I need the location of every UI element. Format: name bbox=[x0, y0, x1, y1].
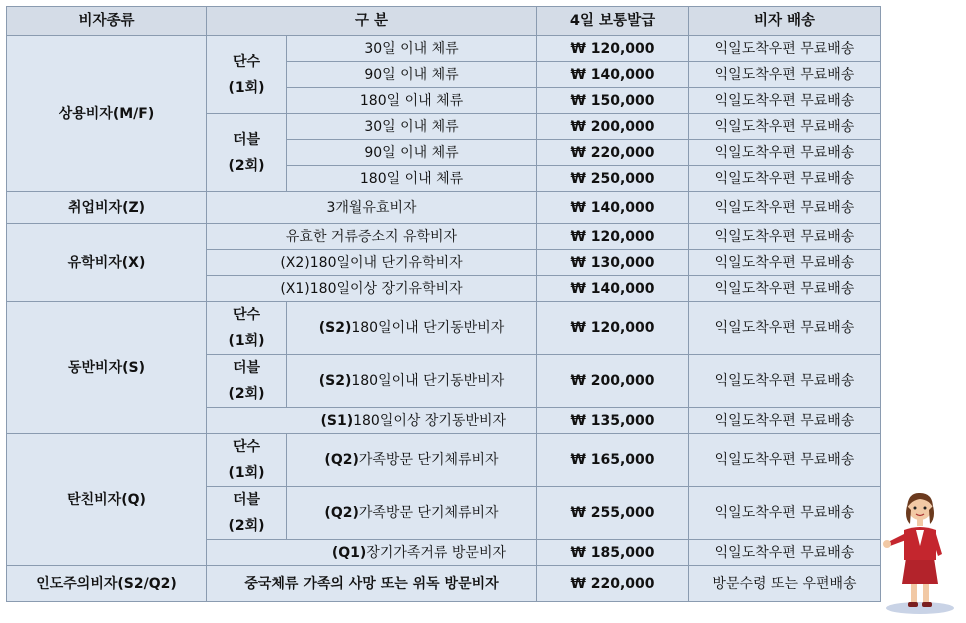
row-shipping: 익일도착우편 무료배송 bbox=[689, 408, 881, 434]
count-double: 더블 (2회) bbox=[207, 355, 287, 408]
row-shipping: 익일도착우편 무료배송 bbox=[689, 62, 881, 88]
row-price: ₩ 220,000 bbox=[537, 140, 689, 166]
row-price: ₩ 140,000 bbox=[537, 276, 689, 302]
count-single: 단수 (1회) bbox=[207, 36, 287, 114]
row-price: ₩ 150,000 bbox=[537, 88, 689, 114]
count-single: 단수 (1회) bbox=[207, 302, 287, 355]
row-price: ₩ 165,000 bbox=[537, 434, 689, 487]
row-desc: 30일 이내 체류 bbox=[287, 114, 537, 140]
row-shipping: 익일도착우편 무료배송 bbox=[689, 114, 881, 140]
table-row bbox=[7, 566, 881, 602]
row-price: ₩ 120,000 bbox=[537, 224, 689, 250]
row-price: ₩ 135,000 bbox=[537, 408, 689, 434]
receptionist-figure-icon bbox=[880, 488, 960, 616]
row-price: ₩ 250,000 bbox=[537, 166, 689, 192]
table-row bbox=[7, 192, 881, 224]
row-desc: (S2)180일이내 단기동반비자 bbox=[287, 355, 537, 408]
row-shipping: 익일도착우편 무료배송 bbox=[689, 540, 881, 566]
row-shipping: 익일도착우편 무료배송 bbox=[689, 192, 881, 224]
row-shipping: 익일도착우편 무료배송 bbox=[689, 140, 881, 166]
header-price: 4일 보통발급 bbox=[537, 7, 689, 36]
row-shipping: 익일도착우편 무료배송 bbox=[689, 166, 881, 192]
row-shipping: 익일도착우편 무료배송 bbox=[689, 250, 881, 276]
row-shipping: 익일도착우편 무료배송 bbox=[689, 302, 881, 355]
row-price: ₩ 120,000 bbox=[537, 302, 689, 355]
row-price: ₩ 200,000 bbox=[537, 355, 689, 408]
visa-type-humanitarian: 인도주의비자(S2/Q2) bbox=[7, 566, 207, 602]
count-single: 단수 (1회) bbox=[207, 434, 287, 487]
row-shipping: 익일도착우편 무료배송 bbox=[689, 276, 881, 302]
table-row bbox=[7, 302, 881, 355]
row-shipping: 익일도착우편 무료배송 bbox=[689, 434, 881, 487]
count-double: 더블 (2회) bbox=[207, 114, 287, 192]
header-shipping: 비자 배송 bbox=[689, 7, 881, 36]
row-desc: (Q1)장기가족거류 방문비자 bbox=[207, 540, 537, 566]
row-price: ₩ 200,000 bbox=[537, 114, 689, 140]
visa-price-table bbox=[6, 6, 881, 602]
row-price: ₩ 140,000 bbox=[537, 62, 689, 88]
row-shipping: 익일도착우편 무료배송 bbox=[689, 487, 881, 540]
header-category: 구 분 bbox=[207, 7, 537, 36]
row-shipping: 익일도착우편 무료배송 bbox=[689, 224, 881, 250]
visa-type-family: 동반비자(S) bbox=[7, 302, 207, 434]
header-visa-type: 비자종류 bbox=[7, 7, 207, 36]
visa-type-study: 유학비자(X) bbox=[7, 224, 207, 302]
row-desc: 3개월유효비자 bbox=[207, 192, 537, 224]
row-desc: 90일 이내 체류 bbox=[287, 140, 537, 166]
row-desc: 180일 이내 체류 bbox=[287, 166, 537, 192]
table-header-row bbox=[7, 7, 881, 36]
row-price: ₩ 255,000 bbox=[537, 487, 689, 540]
row-desc: 90일 이내 체류 bbox=[287, 62, 537, 88]
row-desc: (Q2)가족방문 단기체류비자 bbox=[287, 487, 537, 540]
row-desc: (S1)180일이상 장기동반비자 bbox=[207, 408, 537, 434]
count-double: 더블 (2회) bbox=[207, 487, 287, 540]
row-desc: (Q2)가족방문 단기체류비자 bbox=[287, 434, 537, 487]
row-desc: (S2)180일이내 단기동반비자 bbox=[287, 302, 537, 355]
visa-type-work: 취업비자(Z) bbox=[7, 192, 207, 224]
row-price: ₩ 130,000 bbox=[537, 250, 689, 276]
row-desc: 중국체류 가족의 사망 또는 위독 방문비자 bbox=[207, 566, 537, 602]
table-row bbox=[7, 434, 881, 487]
visa-type-business: 상용비자(M/F) bbox=[7, 36, 207, 192]
row-desc: 30일 이내 체류 bbox=[287, 36, 537, 62]
row-shipping: 익일도착우편 무료배송 bbox=[689, 36, 881, 62]
row-price: ₩ 220,000 bbox=[537, 566, 689, 602]
visa-type-visit: 탄친비자(Q) bbox=[7, 434, 207, 566]
row-price: ₩ 185,000 bbox=[537, 540, 689, 566]
row-desc: 180일 이내 체류 bbox=[287, 88, 537, 114]
table-row bbox=[7, 36, 881, 62]
row-desc: (X2)180일이내 단기유학비자 bbox=[207, 250, 537, 276]
row-price: ₩ 120,000 bbox=[537, 36, 689, 62]
row-desc: (X1)180일이상 장기유학비자 bbox=[207, 276, 537, 302]
row-price: ₩ 140,000 bbox=[537, 192, 689, 224]
row-shipping: 익일도착우편 무료배송 bbox=[689, 88, 881, 114]
row-shipping: 익일도착우편 무료배송 bbox=[689, 355, 881, 408]
table-row bbox=[7, 224, 881, 250]
row-desc: 유효한 거류증소지 유학비자 bbox=[207, 224, 537, 250]
row-shipping: 방문수령 또는 우편배송 bbox=[689, 566, 881, 602]
